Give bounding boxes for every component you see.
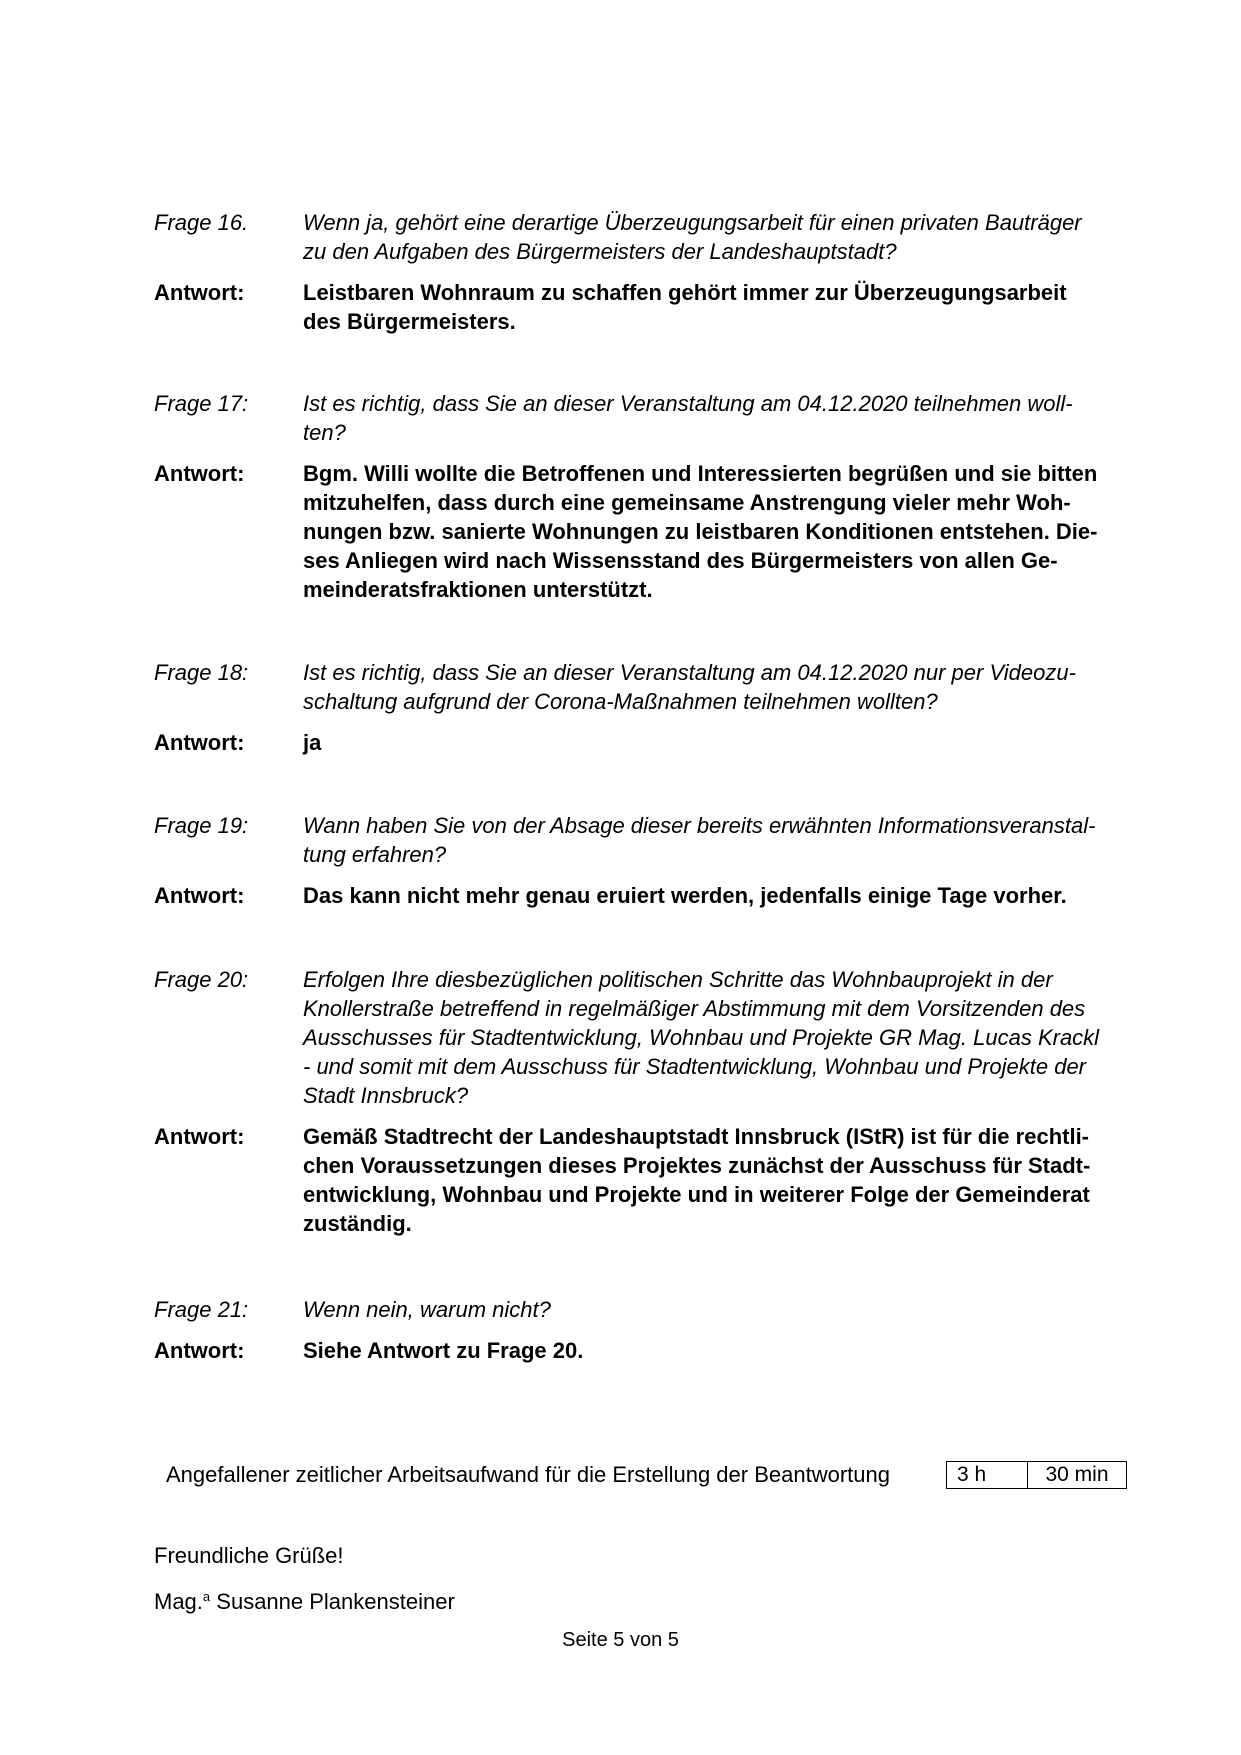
question-label: Frage 21: bbox=[154, 1297, 249, 1322]
work-effort-minutes: 30 min bbox=[1045, 1463, 1109, 1486]
question-label: Frage 16. bbox=[154, 210, 249, 235]
closing-greeting: Freundliche Grüße! bbox=[154, 1543, 344, 1568]
answer-label: Antwort: bbox=[154, 280, 245, 305]
answer-label: Antwort: bbox=[154, 1124, 245, 1149]
qa-block-21 bbox=[154, 1295, 1144, 1365]
answer-label: Antwort: bbox=[154, 1338, 245, 1363]
qa-block-16 bbox=[154, 208, 1144, 336]
question-label: Frage 20: bbox=[154, 967, 249, 992]
answer bbox=[154, 881, 1144, 910]
answer-text: ja bbox=[303, 730, 322, 755]
answer-text: Das kann nicht mehr genau eruiert werden, jedenfalls einige Tage vorher. bbox=[303, 883, 1067, 908]
question bbox=[154, 811, 1144, 869]
qa-block-17 bbox=[154, 389, 1144, 604]
answer-text: Siehe Antwort zu Frage 20. bbox=[303, 1338, 584, 1363]
qa-block-18 bbox=[154, 658, 1144, 757]
answer bbox=[154, 1122, 1144, 1238]
question bbox=[154, 208, 1144, 266]
qa-block-20 bbox=[154, 965, 1144, 1238]
work-effort-line bbox=[166, 1461, 1109, 1489]
answer-text: Leistbaren Wohnraum zu schaffen gehört immer zur Überzeugungsarbeit des Bürgermeisters. bbox=[303, 280, 1067, 334]
question-label: Frage 18: bbox=[154, 660, 249, 685]
answer-label: Antwort: bbox=[154, 883, 245, 908]
signature bbox=[154, 1583, 455, 1616]
answer-text: Gemäß Stadtrecht der Landeshauptstadt Innsbruck (IStR) ist für die rechtli- chen Voraussetzungen dieses Projektes zunächst der Ausschuss für Stadt- entwicklung, Wohnbau und Projekte und in weiterer Folge der Gemeinderat zuständig. bbox=[303, 1124, 1091, 1236]
answer bbox=[154, 278, 1144, 336]
answer bbox=[154, 1336, 1144, 1365]
qa-block-19 bbox=[154, 811, 1144, 910]
signature-title-sup: a bbox=[202, 1589, 211, 1604]
question-text: Wann haben Sie von der Absage dieser bereits erwähnten Informationsveranstal- tung erfahren? bbox=[303, 813, 1096, 867]
question-text: Ist es richtig, dass Sie an dieser Veranstaltung am 04.12.2020 nur per Videozu- schaltung aufgrund der Corona-Maßnahmen teilnehmen wollten? bbox=[303, 660, 1076, 714]
question bbox=[154, 965, 1144, 1110]
question-text: Wenn ja, gehört eine derartige Überzeugungsarbeit für einen privaten Bauträger zu den Aufgaben des Bürgermeisters der Landeshauptstadt? bbox=[303, 210, 1082, 264]
page-number: Seite 5 von 5 bbox=[562, 1629, 679, 1651]
answer-label: Antwort: bbox=[154, 461, 245, 486]
answer bbox=[154, 459, 1144, 604]
signature-title: Mag. bbox=[154, 1589, 203, 1614]
work-effort-label: Angefallener zeitlicher Arbeitsaufwand für die Erstellung der Beantwortung bbox=[166, 1462, 890, 1487]
question-label: Frage 19: bbox=[154, 813, 249, 838]
question-text: Ist es richtig, dass Sie an dieser Veranstaltung am 04.12.2020 teilnehmen woll- ten? bbox=[303, 391, 1073, 445]
question-text: Erfolgen Ihre diesbezüglichen politischen Schritte das Wohnbauprojekt in der Knollerstraße betreffend in regelmäßiger Abstimmung mit dem Vorsitzenden des Ausschusses für Stadtentwicklung, Wohnbau und Projekte GR Mag. Lucas Krackl - und somit mit dem Ausschuss für Stadtentwicklung, Wohnbau und Projekte der Stadt Innsbruck? bbox=[303, 967, 1100, 1108]
question bbox=[154, 1295, 1144, 1324]
question bbox=[154, 658, 1144, 716]
work-effort-box bbox=[946, 1461, 1127, 1489]
work-effort-hours: 3 h bbox=[947, 1462, 1028, 1488]
question-label: Frage 17: bbox=[154, 391, 249, 416]
question-text: Wenn nein, warum nicht? bbox=[303, 1297, 551, 1322]
signature-name: Susanne Plankensteiner bbox=[216, 1589, 455, 1614]
answer bbox=[154, 728, 1144, 757]
answer-label: Antwort: bbox=[154, 730, 245, 755]
answer-text: Bgm. Willi wollte die Betroffenen und Interessierten begrüßen und sie bitten mitzuhelfen, dass durch eine gemeinsame Anstrengung vieler mehr Woh- nungen bzw. sanierte Wohnungen zu leistbaren Konditionen entstehen. Die- ses Anliegen wird nach Wissensstand des Bürgermeisters von allen Ge- meinderatsfraktionen unterstützt. bbox=[303, 461, 1098, 602]
question bbox=[154, 389, 1144, 447]
